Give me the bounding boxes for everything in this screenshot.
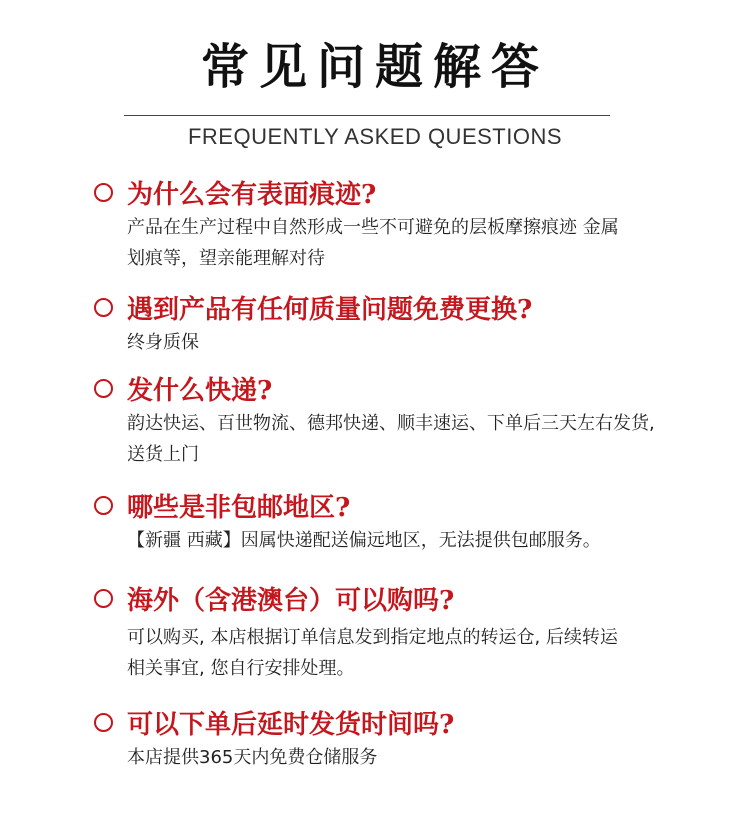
faq-question: 发什么快递? [127, 375, 273, 406]
faq-answer [127, 212, 694, 274]
faq-answer-line: 本店提供365天内免费仓储服务 [127, 747, 378, 768]
faq-question: 遇到产品有任何质量问题免费更换? [127, 294, 533, 325]
faq-answer-line: 产品在生产过程中自然形成一些不可避免的层板摩擦痕迹 金属 [127, 217, 619, 238]
circle-bullet-icon [94, 713, 113, 732]
faq-question: 海外（含港澳台）可以购吗? [127, 585, 455, 616]
faq-question: 为什么会有表面痕迹? [127, 179, 377, 210]
faq-question-row [94, 578, 694, 618]
faq-answer-line: 送货上门 [127, 444, 199, 465]
faq-question-row [94, 368, 694, 408]
faq-answer-line: 终身质保 [127, 332, 199, 353]
faq-item-3 [94, 368, 694, 470]
faq-answer-line: 相关事宜, 您自行安排处理。 [127, 658, 355, 679]
faq-item-6 [94, 702, 694, 773]
faq-answer [127, 408, 694, 470]
page-subtitle: FREQUENTLY ASKED QUESTIONS [187, 124, 563, 149]
faq-answer [127, 327, 694, 358]
circle-bullet-icon [94, 496, 113, 515]
faq-item-4 [94, 485, 694, 556]
faq-item-5 [94, 578, 694, 684]
faq-answer-line: 【新疆 西藏】因属快递配送偏远地区，无法提供包邮服务。 [127, 530, 601, 551]
title-divider [124, 115, 610, 116]
circle-bullet-icon [94, 298, 113, 317]
faq-question-row [94, 485, 694, 525]
faq-answer [127, 622, 694, 684]
faq-answer-line: 可以购买, 本店根据订单信息发到指定地点的转运仓, 后续转运 [127, 627, 618, 648]
faq-answer [127, 742, 694, 773]
faq-answer-line: 韵达快运、百世物流、德邦快递、顺丰速运、下单后三天左右发货, [127, 413, 655, 434]
faq-question-row [94, 287, 694, 327]
faq-question-row [94, 702, 694, 742]
faq-answer-line: 划痕等，望亲能理解对待 [127, 248, 325, 269]
circle-bullet-icon [94, 183, 113, 202]
faq-question: 哪些是非包邮地区? [127, 492, 351, 523]
circle-bullet-icon [94, 379, 113, 398]
faq-question: 可以下单后延时发货时间吗? [127, 709, 455, 740]
circle-bullet-icon [94, 589, 113, 608]
faq-question-row [94, 172, 694, 212]
page-title: 常见问题解答 [200, 39, 549, 95]
faq-item-1 [94, 172, 694, 274]
faq-item-2 [94, 287, 694, 358]
faq-answer [127, 525, 694, 556]
